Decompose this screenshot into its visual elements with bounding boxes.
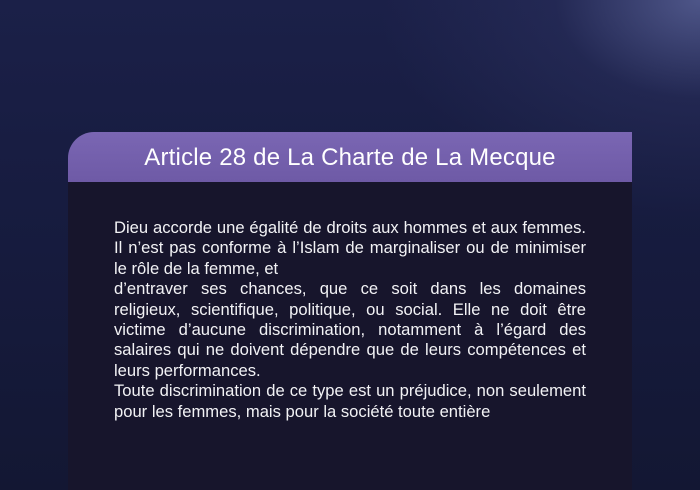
paragraph-2: d’entraver ses chances, que ce soit dans les domaines religieux, scientifique, politique, ou social. Elle ne doit être victime d’aucune discrimination, notamment à l’égard des salaires qui ne doivent dépendre que de leurs compétences et leurs performances. [114,279,586,380]
page-title: Article 28 de La Charte de La Mecque [144,144,556,171]
paragraph-3: Toute discrimination de ce type est un préjudice, non seulement pour les femmes, mais pour la société toute entière [114,381,586,421]
paragraph-1: Dieu accorde une égalité de droits aux hommes et aux femmes. Il n’est pas conforme à l’Islam de marginaliser ou de minimiser le rôle de la femme, et [114,218,586,278]
content-panel [68,182,632,490]
article-text [114,218,586,422]
title-banner [68,132,632,182]
